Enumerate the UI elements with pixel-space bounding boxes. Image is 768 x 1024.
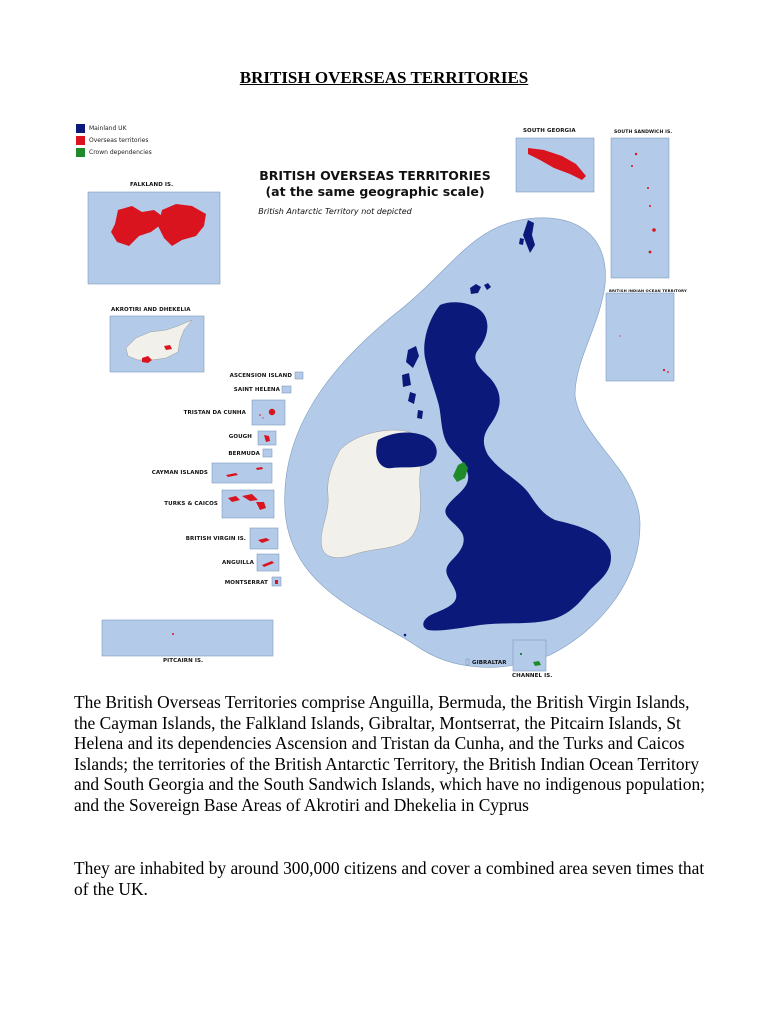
legend-label: Crown dependencies [89, 148, 152, 156]
label-pitcairn: PITCAIRN IS. [163, 658, 204, 664]
map-title-line2: (at the same geographic scale) [265, 184, 485, 199]
channel-inset [513, 640, 546, 671]
legend-item [76, 146, 152, 158]
label-gibraltar: GIBRALTAR [472, 660, 507, 666]
biot-inset [606, 293, 674, 381]
scilly-islands [404, 634, 407, 637]
label-channel: CHANNEL IS. [512, 673, 553, 679]
label-bermuda: BERMUDA [228, 451, 260, 457]
label-turks: TURKS & CAICOS [164, 501, 218, 507]
label-biot: BRITISH INDIAN OCEAN TERRITORY [609, 288, 687, 293]
legend-swatch [76, 136, 85, 145]
paragraph-population: They are inhabited by around 300,000 citizens and cover a combined area seven times that of the UK. [74, 858, 705, 899]
bermuda-inset [263, 449, 272, 457]
legend-item [76, 122, 152, 134]
map-title [240, 168, 510, 200]
label-anguilla: ANGUILLA [222, 560, 254, 566]
legend-swatch [76, 124, 85, 133]
label-st-helena: SAINT HELENA [233, 387, 280, 393]
document-title: BRITISH OVERSEAS TERRITORIES [239, 68, 529, 87]
legend-swatch [76, 148, 85, 157]
tristan-island [269, 409, 275, 415]
legend-label: Overseas territories [89, 136, 149, 144]
legend-item [76, 134, 152, 146]
label-ascension: ASCENSION ISLAND [229, 373, 292, 379]
legend-label: Mainland UK [89, 124, 127, 132]
map-subtitle: British Antarctic Territory not depicted [258, 207, 412, 216]
paragraph-territories: The British Overseas Territories comprise Anguilla, Bermuda, the British Virgin Islands, the Cayman Islands, the Falkland Islands, Gibraltar, Montserrat, the Pitcairn Islands, St Helena and its dependencies Ascension and Tristan da Cunha, and the Turks and Caicos Islands; the territories of the British Antarctic Territory, the British Indian Ocean Territory and South Georgia and the South Sandwich Islands, which have no indigenous population; and the Sovereign Base Areas of Akrotiri and Dhekelia in Cyprus [74, 692, 705, 815]
label-south-georgia: SOUTH GEORGIA [523, 128, 576, 134]
south-sandwich-inset [611, 138, 669, 278]
tristan-islet-2 [262, 417, 263, 418]
st-helena-inset [282, 386, 291, 393]
tristan-islet-1 [259, 414, 261, 416]
falkland-inset [88, 192, 220, 284]
ascension-inset [295, 372, 303, 379]
map-title-line1: BRITISH OVERSEAS TERRITORIES [259, 168, 491, 183]
label-bvi: BRITISH VIRGIN IS. [185, 536, 246, 542]
montserrat-island [275, 580, 278, 584]
northern-ireland [376, 433, 437, 469]
label-montserrat: MONTSERRAT [224, 580, 268, 586]
label-south-sandwich: SOUTH SANDWICH IS. [614, 130, 673, 135]
turks-inset [222, 490, 274, 518]
anguilla-inset [257, 554, 279, 571]
label-tristan: TRISTAN DA CUNHA [183, 410, 246, 416]
label-cayman: CAYMAN ISLANDS [151, 470, 208, 476]
pitcairn-island [172, 633, 174, 635]
label-akrotiri: AKROTIRI AND DHEKELIA [111, 307, 191, 313]
cayman-inset [212, 463, 272, 483]
map-legend [76, 122, 152, 158]
pitcairn-inset [102, 620, 273, 656]
territories-map [0, 110, 768, 688]
label-falkland: FALKLAND IS. [130, 182, 174, 188]
label-gough: GOUGH [228, 434, 252, 440]
gibraltar-inset [466, 659, 469, 665]
tristan-inset [252, 400, 285, 425]
